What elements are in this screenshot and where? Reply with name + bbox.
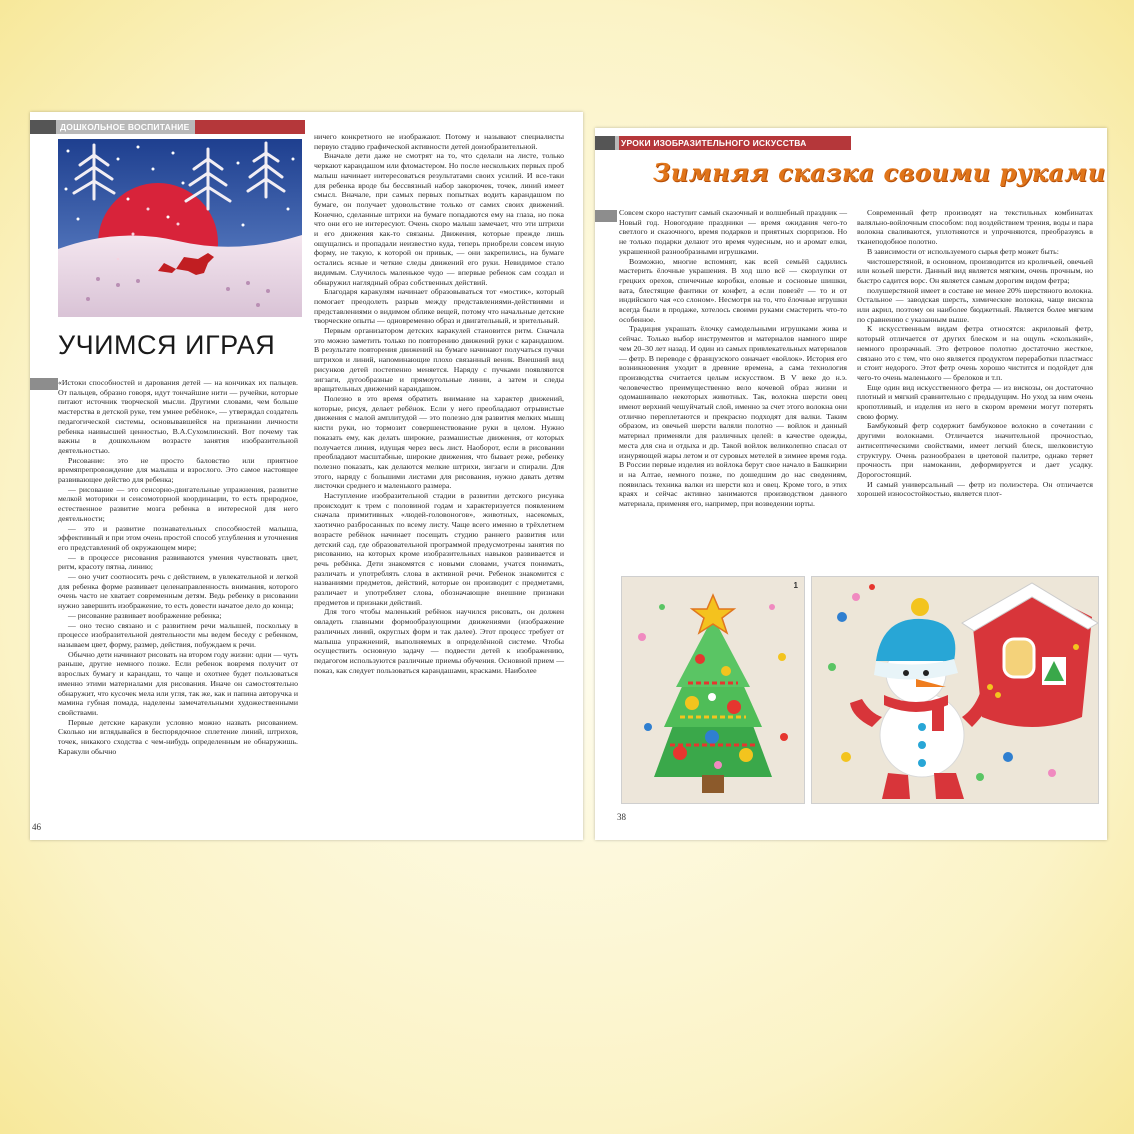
paragraph: Бамбуковый фетр содержит бамбуковое волокно в сочетании с другими волокнами. Отличается значительной прочностью, антисептическими свойствами, имеет легкий блеск, шелковистую структуру. Очень разнообразен в цветовой палитре, однако теряет прочность при намокании, деформируется и дает усадку. Дорогостоящий. bbox=[857, 421, 1093, 479]
paragraph: — рисование развивает воображение ребенка; bbox=[68, 610, 222, 620]
paragraph: Наступление изобразительной стадии в развитии детского рисунка происходит к трем с половиной годам и характеризуется появлением сначала примитивных «людей-головоногов», животных, насекомых, хаотично разбросанных по всему листу. Чаще всего именно в трёхлетнем возрасте ребёнок начинает посещать студию раннего развития или детский сад, где образовательной программой предусмотрены занятия по рисованию, на которых кроме изобразительных навыков развивается и речь ребёнка. Дети знакомятся с новыми словами, учатся понимать, различать и употреблять слова в активной речи. Ребенок знакомится с названиями предметов, действий, которые он производит с предметами, различает и употребляет слова, обозначающие внешние признаки предметов и признаки действий. bbox=[314, 491, 564, 607]
drop-cap-bar bbox=[30, 378, 58, 390]
felt-tree-photo bbox=[621, 576, 805, 804]
section-header-right bbox=[595, 136, 851, 150]
child-drawing-image bbox=[58, 139, 302, 317]
paragraph: Вначале дети даже не смотрят на то, что сделали на листе, только черкают карандашом или фломастером. Но после нескольких первых проб малыш начинает интересоваться результатами своих усилий. И все-таки для ребенка вроде бы бессвязный набор закорючек, точек, линий имеет смысл. Вначале, при самых первых попытках водить карандашом по бумаге, он получает удовольствие только от самих своих движений. Конечно, сделанные штрихи на бумаге попадаются ему на глаза, но пока что они его не интересуют. Очень скоро малыш замечает, что эти штрихи и его движения как-то связаны. Движения, которые прежде лишь ощущались и пропадали неизвестно куда, теперь приобрели совсем иную форму, не такую, к которой он привык, — они закрепились, на бумаге остались ясные и четкие следы движений его руки. Невидимое стало видимым. Случилось маленькое чудо — впервые ребенок сам создал и обнаружил наглядный образ собственных действий. bbox=[314, 151, 564, 287]
paragraph: Для того чтобы маленький ребёнок научился рисовать, он должен овладеть главными формообразующими движениями (изображение различных линий, округлых форм и так далее). Этот процесс требует от малыша упражнений, выполняемых в определённой системе. Чтобы осуществить основную задачу — подвести детей к изображению, педагогом используются различные приемы обучения. Основной прием — показ, как следует пользоваться карандашами, красками. Наиболее bbox=[314, 607, 564, 675]
paragraph: В зависимости от используемого сырья фетр может быть: bbox=[867, 246, 1059, 256]
paragraph: Первые детские каракули условно можно назвать рисованием. Сколько ни вглядывайся в беспорядочное сплетение линий, штрихов, точек, никакого сходства с чем-нибудь определенным не обнаружишь. Каракули обычно bbox=[58, 717, 298, 756]
paragraph: Современный фетр производят на текстильных комбинатах валяльно-войлочным способом: под воздействием трения, воды и пара волокна сваливаются, уплотняются и упрочняются, преобразуясь в тканеподобное полотно. bbox=[857, 208, 1093, 247]
photo-number: 1 bbox=[793, 581, 798, 590]
paragraph: Еще один вид искусственного фетра — из вискозы, он достаточно плотный и мягкий сравнительно с предыдущим. Но уход за ним очень кропотливый, и изделия из него в скором времени могут потерять свою форму. bbox=[857, 382, 1093, 421]
paragraph: — рисование — это сенсорно-двигательные упражнения, развитие мелкой моторики и сенсомоторной координации, то есть природное, естественное развитие мозга ребенка в интересной для него деятельности; bbox=[58, 484, 298, 523]
right-column-2 bbox=[857, 208, 1093, 499]
paragraph: ничего конкретного не изображают. Потому и называют специалисты первую стадию графической активности детей доизобразительной. bbox=[314, 132, 564, 151]
right-magazine-page bbox=[595, 128, 1107, 840]
drop-cap-bar bbox=[595, 210, 617, 222]
paragraph: — в процессе рисования развиваются умения чувствовать цвет, ритм, красоту пятна, линию; bbox=[58, 552, 298, 572]
section-label: УРОКИ ИЗОБРАЗИТЕЛЬНОГО ИСКУССТВА bbox=[621, 138, 807, 148]
paragraph: полушерстяной имеет в составе не менее 20% шерстяного волокна. Остальное — заводская шерсть, химические волокна, чаще вискоза или акрил, поэтому он наиболее бюджетный. Является более мягким по сравнению с указанным выше. bbox=[857, 285, 1093, 324]
section-label: ДОШКОЛЬНОЕ ВОСПИТАНИЕ bbox=[60, 122, 190, 132]
paragraph: Обычно дети начинают рисовать на втором году жизни: одни — чуть раньше, другие немного позже. Если ребенок вовремя получит от взрослых бумагу и карандаш, то чаще и охотнее будет пользоваться именно этими материалами для рисования. Иначе он самостоятельно обнаружит, что кусочек мела или угля, так же, как и папина авторучка и мамина губная помада, наделены замечательными художественными свойствами. bbox=[58, 649, 298, 717]
left-column-1 bbox=[58, 378, 298, 756]
article-title: Зимняя сказка своими руками bbox=[653, 158, 1106, 187]
article-headline: УЧИМСЯ ИГРАЯ bbox=[58, 330, 276, 360]
left-magazine-page bbox=[30, 112, 583, 840]
paragraph: Первым организатором детских каракулей становится ритм. Сначала это можно заметить только по повторению движений руки с карандашом. В результате повторения движений на бумаге начинают получаться пучки штрихов и линий, напоминающие плохо связанный веник. Внешний вид рисунков детей постепенно меняется. Наряду с пучками появляются зигзаги, дугообразные и прямоугольные линии, а затем и следы вращательных движений карандашом. bbox=[314, 326, 564, 394]
felt-snowman-photo bbox=[811, 576, 1099, 804]
paragraph: «Истоки способностей и дарования детей — на кончиках их пальцев. От пальцев, образно говоря, идут тончайшие нити — ручейки, которые питают источник творческой мысли. Другими словами, чем больше мастерства в детской руке, тем умнее ребёнок», — утверждал создатель педагогической системы, основывавшейся на признании личности ребенка наивысшей ценностью, В.А.Сухомлинский. Вот почему так важны в дошкольном возрасте занятия изобразительной деятельностью. bbox=[58, 378, 298, 455]
paragraph: — оно учит соотносить речь с действием, в увлекательной и легкой для ребенка форме развивает целенаправленность внимания, которого очень часто не хватает современным детям. Ведь ребенку в рисовании нужно завершить изображение, то есть довести начатое дело до конца; bbox=[58, 572, 298, 611]
paragraph: Совсем скоро наступит самый сказочный и волшебный праздник — Новый год. Новогодние праздники — время ожидания чего-то светлого и сказочного, время подарков и приятных сюрпризов. Но не только подарки делают это время чудесным, но и аромат елки, украшенной разнообразными игрушками. bbox=[619, 208, 847, 256]
paragraph: Традиция украшать ёлочку самодельными игрушками жива и сейчас. Только выбор инструментов и материалов намного шире чем 20–30 лет назад. И один из самых привлекательных материалов — фетр. В переводе с французского означает «войлок». История его возникновения уходит в древние времена, а сама технология производства считается целым искусством. В V веке до н.э. человечество преимущественно вело кочевой образ жизни и одомашнивало некоторых животных. Так, волокна шерсти овец имеют верхний чешуйчатый слой, именно за счет этого волокна они отлично переплетаются и прекрасно подходят для валки. Таким образом, из овечьей шерсти валяли полотно — войлок и данный материал применяли для различных целей: в качестве одежды, места для сна и отдыха и др. Такой войлок великолепно спасал от изнуряющей жары летом и от суровых метелей в зимнее время года. В России первые изделия из войлока берут свое начало в Башкирии и на Алтае, немного позже, по дошедшим до нас сведениям, появилась техника валки из шерсти коз и овец. Кроме того, в этих краях и сейчас активно занимаются производством данного материала, применяя его, например, при возведении юрты. bbox=[619, 324, 847, 509]
paragraph: И самый универсальный — фетр из полиэстера. Он отличается хорошей износостойкостью, является плот- bbox=[857, 479, 1093, 499]
paragraph: Рисование: это не просто баловство или приятное времяпрепровождение для малыша и взрослого. Это самое настоящее развивающее действо для ребенка; bbox=[58, 455, 298, 485]
paragraph: чистошерстяной, в основном, производится из кроличьей, овечьей или козьей шерсти. Данный вид является мягким, очень прочным, но быстро садится ворс. Он является самым дорогим видом фетра; bbox=[857, 256, 1093, 285]
paragraph: — это и развитие познавательных способностей малыша, эффективный и при этом очень простой способ углубления и уточнения его представлений об окружающем мире; bbox=[58, 523, 298, 552]
paragraph: — оно тесно связано и с развитием речи малышей, поскольку в процессе изобразительной деятельности мы ведем беседу с ребенком, называем цвет, форму, размер, действия, побуждаем к речи. bbox=[58, 620, 298, 649]
page-number: 38 bbox=[617, 812, 626, 822]
section-header-left bbox=[30, 120, 305, 134]
paragraph: Полезно в это время обратить внимание на характер движений, которые, рисуя, делает ребёнок. Если у него преобладают отрывистые движения с малой амплитудой — это полезно для развития мелких мышц кисти руки, но тормозит совершенствование руки в целом. Нужно показать ему, как делать широкие, размашистые движения, от которых получается линия, идущая через весь лист. Наоборот, если в рисовании преобладают масштабные, широкие движения, что бывает реже, ребенку полезно показать, как делаются мелкие штрихи, зигзаги и спирали. Для этого, наряду с большими листами для рисования, нужно давать детям листочки среднего и маленького размера. bbox=[314, 393, 564, 491]
paragraph: Возможно, многие вспомнят, как всей семьёй садились мастерить ёлочные украшения. В ход шло всё — скорлупки от грецких орехов, спичечные коробки, еловые и сосновые шишки, вата, блестящие фантики от конфет, а если повезёт — то и от индийского чая «со слоном». Несмотря на то, что ёлочные игрушки всегда были в продаже, хотелось своими руками смастерить что-то особенное. bbox=[619, 256, 847, 324]
paragraph: Благодаря каракулям начинает образовываться тот «мостик», который помогает преодолеть разрыв между представлениями-действиями и представлениями о видимом облике вещей, потому что начальные детские творческие опыты — одновременно образ и двигательный, и зрительный. bbox=[314, 287, 564, 326]
right-column-1 bbox=[619, 208, 847, 509]
left-column-2 bbox=[314, 132, 564, 675]
paragraph: К искусственным видам фетра относятся: акриловый фетр, который отличается от других блеском и на ощупь «скользкий», немного прозрачный. Это фетровое полотно достаточно жесткое, связано это с тем, что оно является продуктом переработки пластмасс и стоит недорого. Этот фетр очень хорошо чистится и подойдет для чего-то очень маленького — брелоков и т.п. bbox=[857, 324, 1093, 382]
page-number: 46 bbox=[32, 822, 41, 832]
